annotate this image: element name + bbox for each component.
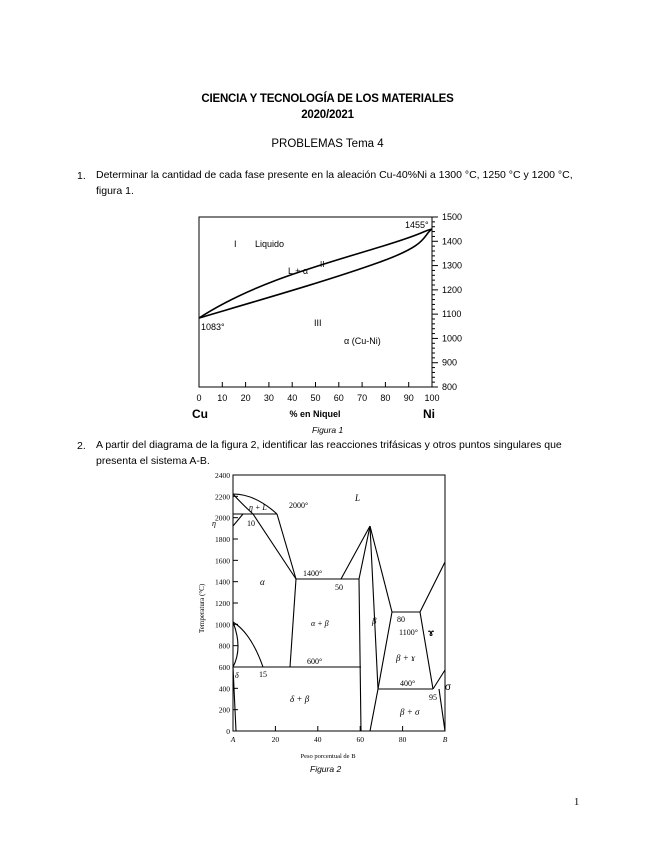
- x-tick-label: 40: [287, 393, 298, 403]
- y-tick-label: 1100: [442, 309, 462, 320]
- region-label: β: [372, 616, 377, 626]
- x-tick-label: 20: [240, 393, 251, 403]
- problem-text-line: presenta el sistema A-B.: [96, 455, 210, 467]
- figure-2-phase-diagram: [193, 468, 455, 760]
- problem-text-line: Determinar la cantidad de cada fase presente en la aleación Cu-40%Ni a 1300 °C, 1250 °C y 1200 °C,: [96, 169, 573, 181]
- problem-number: 2.: [77, 440, 86, 452]
- page-number: 1: [574, 797, 580, 808]
- region-label: β + ɤ: [396, 653, 416, 663]
- y-tick-label: 400: [218, 684, 230, 694]
- composition-label: 50: [335, 583, 343, 592]
- y-tick-label: 1800: [215, 535, 230, 544]
- temperature-label: 400°: [400, 679, 416, 688]
- y-tick-label: 200: [218, 705, 230, 715]
- problems-subtitle: PROBLEMAS Tema 4: [271, 138, 384, 150]
- figure-2-caption: Figura 2: [310, 764, 342, 774]
- region-label: α + β: [311, 619, 329, 628]
- x-axis-label: Peso porcentual de B: [300, 753, 356, 760]
- y-tick-label: 1000: [215, 620, 230, 630]
- x-tick-label: 60: [356, 735, 364, 744]
- y-tick-label: 1400: [442, 236, 463, 247]
- y-tick-label: 1400: [215, 577, 230, 587]
- region-label: σ: [444, 682, 451, 693]
- region-label: δ + β: [290, 694, 310, 704]
- region-label: III: [314, 318, 322, 328]
- x-tick-label: 90: [403, 393, 414, 403]
- composition-label: 10: [247, 519, 255, 528]
- x-tick-label: 20: [271, 735, 280, 744]
- region-label: η + L: [249, 503, 267, 512]
- element-label: Ni: [423, 407, 435, 421]
- figure-1-caption: Figura 1: [312, 425, 344, 435]
- y-axis-label: Temperatura (°C): [198, 583, 206, 633]
- y-tick-label: 600: [218, 663, 230, 672]
- region-label: η: [212, 519, 216, 528]
- x-tick-label: 40: [314, 735, 322, 744]
- region-label: II: [320, 260, 325, 269]
- x-tick-label: 60: [333, 393, 344, 403]
- composition-label: 15: [259, 670, 267, 679]
- problem-text: [96, 437, 581, 469]
- problem-text-line: figura 1.: [96, 185, 134, 197]
- document-title: CIENCIA Y TECNOLOGÍA DE LOS MATERIALES: [201, 93, 454, 105]
- problem-text: [96, 167, 581, 199]
- temperature-label: 1100°: [399, 628, 418, 637]
- region-label: L + α: [288, 266, 309, 276]
- y-tick-label: 1600: [215, 556, 230, 566]
- region-label: Liquido: [255, 239, 285, 249]
- y-tick-label: 1500: [442, 212, 463, 222]
- x-tick-label: 80: [398, 735, 407, 744]
- region-label: L: [355, 493, 361, 503]
- temperature-label: 2000°: [289, 501, 309, 510]
- y-tick-label: 900: [442, 357, 458, 368]
- y-tick-label: 1200: [442, 284, 463, 295]
- problem-number: 1.: [77, 170, 86, 182]
- region-label: α: [260, 577, 265, 587]
- y-tick-label: 1300: [442, 260, 463, 271]
- region-label: δ: [235, 671, 239, 680]
- x-tick-label: B: [442, 735, 448, 744]
- x-tick-label: A: [230, 735, 236, 744]
- x-tick-label: 0: [196, 393, 202, 403]
- x-tick-label: 80: [380, 393, 391, 403]
- region-label: α (Cu-Ni): [344, 336, 381, 346]
- temperature-label: 1400°: [303, 569, 323, 578]
- temperature-label: 600°: [307, 657, 323, 666]
- figure-1-phase-diagram: [190, 210, 480, 430]
- y-tick-label: 800: [442, 382, 458, 392]
- x-tick-label: 30: [263, 393, 274, 403]
- temperature-label: 1455°: [405, 220, 429, 230]
- y-tick-label: 800: [218, 641, 230, 651]
- x-tick-label: 50: [310, 393, 321, 403]
- temperature-label: 1083°: [201, 322, 225, 332]
- y-tick-label: 2000: [215, 513, 230, 523]
- y-tick-label: 1200: [215, 599, 230, 608]
- x-tick-label: 10: [217, 393, 228, 403]
- region-label: I: [234, 239, 237, 249]
- y-tick-label: 2200: [215, 492, 230, 502]
- composition-label: 95: [429, 693, 437, 702]
- y-tick-label: 2400: [215, 471, 230, 480]
- x-axis-label: % en Niquel: [289, 409, 341, 419]
- element-label: Cu: [192, 407, 208, 421]
- phase-boundaries: [233, 494, 445, 731]
- y-tick-label: 0: [226, 727, 230, 736]
- academic-year: 2020/2021: [301, 109, 354, 121]
- region-label: ɤ: [428, 628, 435, 639]
- problem-text-line: A partir del diagrama de la figura 2, identificar las reacciones trifásicas y otros puntos singulares que: [96, 439, 562, 451]
- region-label: β + σ: [400, 707, 420, 717]
- y-tick-label: 1000: [442, 333, 463, 344]
- composition-label: 80: [397, 615, 405, 624]
- x-tick-label: 70: [357, 393, 368, 403]
- x-tick-label: 100: [424, 393, 440, 403]
